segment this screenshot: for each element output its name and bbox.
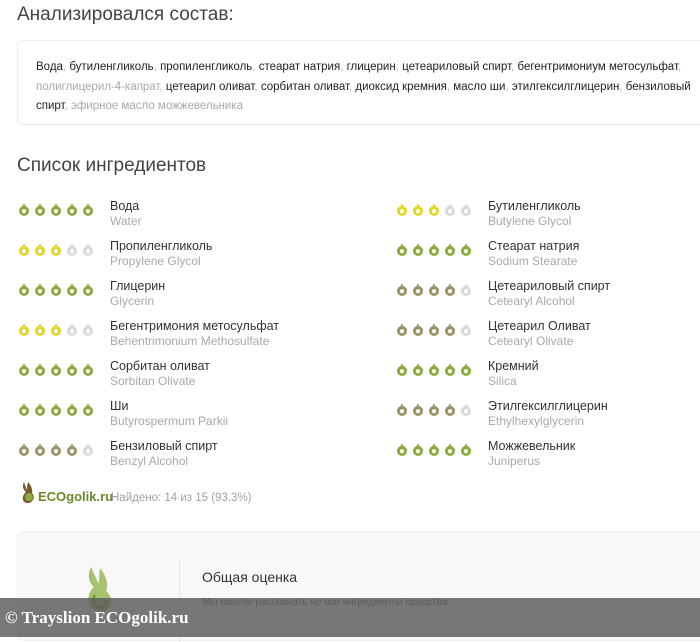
rabbit-logo-icon — [18, 480, 40, 504]
ingredient-latin: Ethylhexylglycerin — [488, 414, 585, 428]
drop-icon — [395, 442, 409, 457]
drop-icon — [427, 362, 441, 377]
ingredient-name[interactable]: Вода — [110, 199, 140, 213]
composition-item: бензиловый спирт — [36, 80, 691, 112]
drop-icon — [459, 322, 473, 337]
composition-item: полиглицерил-4-капрат — [36, 80, 160, 93]
found-count: Найдено: 14 из 15 (93.3%) — [111, 492, 252, 504]
ingredient-latin: Cetearyl Alcohol — [488, 294, 575, 308]
ingredient-latin: Benzyl Alcohol — [110, 454, 189, 468]
ingredient-item[interactable] — [17, 279, 317, 313]
ingredient-name[interactable]: Сорбитан оливат — [110, 359, 210, 373]
ingredient-item[interactable] — [395, 439, 695, 473]
drop-icon — [33, 442, 47, 457]
ingredient-item[interactable] — [17, 239, 317, 273]
drop-icon — [17, 202, 31, 217]
composition-item: Вода — [36, 61, 63, 73]
drop-icon — [17, 242, 31, 257]
ingredient-latin: Silica — [488, 374, 517, 388]
rating-drops — [17, 402, 95, 417]
rating-drops — [17, 442, 95, 457]
composition-item: стеарат натрия — [258, 61, 341, 73]
rating-drops — [395, 322, 473, 337]
ingredient-latin: Butylene Glycol — [488, 214, 572, 228]
ingredient-name[interactable]: Пропиленгликоль — [110, 239, 213, 253]
ingredient-item[interactable] — [17, 399, 317, 433]
ingredient-name[interactable]: Этилгексилглицерин — [488, 399, 608, 413]
drop-icon — [395, 282, 409, 297]
rating-drops — [395, 442, 473, 457]
drop-icon — [33, 322, 47, 337]
drop-icon — [65, 322, 79, 337]
ingredient-latin: Sodium Stearate — [488, 254, 578, 268]
summary-title: Общая оценка — [202, 569, 298, 585]
drop-icon — [17, 322, 31, 337]
drop-icon — [411, 402, 425, 417]
ingredients-heading: Список ингредиентов — [17, 155, 207, 176]
rating-drops — [395, 402, 473, 417]
drop-icon — [411, 242, 425, 257]
ingredient-name[interactable]: Можжевельник — [488, 439, 576, 453]
composition-separator: , — [619, 80, 623, 93]
ingredient-name[interactable]: Цетеарил Оливат — [488, 319, 591, 333]
drop-icon — [49, 402, 63, 417]
ingredient-item[interactable] — [17, 439, 317, 473]
drop-icon — [411, 362, 425, 377]
rating-drops — [17, 242, 95, 257]
drop-icon — [17, 442, 31, 457]
drop-icon — [459, 442, 473, 457]
composition-separator: , — [677, 61, 682, 73]
ingredient-latin: Behentrimonium Methosulfate — [110, 334, 270, 348]
composition-separator: , — [254, 80, 258, 93]
drop-icon — [411, 282, 425, 297]
logo-text: ECOgolik.ru — [38, 489, 114, 504]
drop-icon — [427, 402, 441, 417]
rating-drops — [395, 282, 473, 297]
composition-separator: , — [340, 61, 344, 73]
drop-icon — [49, 442, 63, 457]
drop-icon — [459, 362, 473, 377]
ingredient-item[interactable] — [395, 359, 695, 393]
ingredient-latin: Butyrospermum Parkii — [110, 414, 229, 428]
composition-item: сорбитан оливат — [260, 80, 349, 93]
ingredient-item[interactable] — [395, 199, 695, 233]
composition-separator: , — [348, 80, 353, 93]
drop-icon — [17, 362, 31, 377]
ingredient-name[interactable]: Глицерин — [110, 279, 166, 293]
drop-icon — [81, 442, 95, 457]
composition-separator: , — [153, 61, 157, 73]
ingredient-item[interactable] — [17, 199, 317, 233]
drop-icon — [427, 322, 441, 337]
drop-icon — [443, 362, 457, 377]
watermark: © Trayslion ECOgolik.ru — [0, 598, 700, 637]
ingredient-item[interactable] — [395, 239, 695, 273]
ingredient-latin: Glycerin — [110, 294, 155, 308]
composition-item: масло ши — [453, 80, 506, 93]
drop-icon — [33, 282, 47, 297]
ingredient-item[interactable] — [17, 359, 317, 393]
ingredient-name[interactable]: Бутиленгликоль — [488, 199, 581, 213]
drop-icon — [33, 242, 47, 257]
drop-icon — [459, 402, 473, 417]
composition-item: цетеариловый спирт — [402, 61, 512, 73]
ingredient-name[interactable]: Кремний — [488, 359, 539, 373]
ingredient-name[interactable]: Стеарат натрия — [488, 239, 580, 253]
drop-icon — [427, 282, 441, 297]
analyzed-heading: Анализировался состав: — [17, 4, 234, 25]
drop-icon — [395, 402, 409, 417]
composition-separator: , — [159, 80, 163, 93]
rating-drops — [17, 202, 95, 217]
drop-icon — [459, 202, 473, 217]
drop-icon — [459, 242, 473, 257]
drop-icon — [49, 282, 63, 297]
ingredient-name[interactable]: Бегентримония метосульфат — [110, 319, 280, 333]
ingredient-item[interactable] — [395, 399, 695, 433]
drop-icon — [427, 242, 441, 257]
drop-icon — [33, 202, 47, 217]
drop-icon — [81, 362, 95, 377]
composition-item: эфирное масло можжевельника — [70, 100, 244, 112]
rating-drops — [395, 202, 473, 217]
drop-icon — [81, 402, 95, 417]
ingredient-latin: Sorbitan Olivate — [110, 374, 196, 388]
drop-icon — [411, 322, 425, 337]
rating-drops — [395, 242, 473, 257]
drop-icon — [49, 242, 63, 257]
drop-icon — [443, 442, 457, 457]
ingredient-name[interactable]: Цетеариловый спирт — [488, 279, 611, 293]
composition-item: диоксид кремния — [355, 80, 447, 93]
drop-icon — [81, 242, 95, 257]
drop-icon — [427, 202, 441, 217]
drop-icon — [395, 362, 409, 377]
drop-icon — [65, 242, 79, 257]
composition-separator: , — [446, 80, 451, 93]
composition-separator: , — [505, 80, 509, 93]
drop-icon — [65, 442, 79, 457]
drop-icon — [411, 202, 425, 217]
ingredient-name[interactable]: Бензиловый спирт — [110, 439, 218, 453]
drop-icon — [81, 202, 95, 217]
drop-icon — [411, 442, 425, 457]
composition-box — [17, 40, 700, 125]
drop-icon — [81, 282, 95, 297]
composition-item: цетеарил оливат — [165, 80, 255, 93]
ingredient-item[interactable] — [395, 279, 695, 313]
composition-separator: , — [511, 61, 515, 73]
ingredient-item[interactable] — [395, 319, 695, 353]
composition-item: бутиленгликоль — [69, 61, 154, 73]
drop-icon — [49, 322, 63, 337]
drop-icon — [65, 362, 79, 377]
composition-item: этилгексилглицерин — [511, 80, 620, 93]
drop-icon — [81, 322, 95, 337]
drop-icon — [17, 402, 31, 417]
ingredient-latin: Cetearyl Olivate — [488, 334, 574, 348]
rating-drops — [395, 362, 473, 377]
ingredient-latin: Water — [110, 214, 142, 228]
drop-icon — [65, 282, 79, 297]
composition-item: пропиленгликоль — [160, 61, 253, 73]
ingredient-latin: Juniperus — [488, 454, 541, 468]
rating-drops — [17, 362, 95, 377]
composition-item: глицерин — [346, 61, 396, 73]
drop-icon — [17, 282, 31, 297]
drop-icon — [443, 242, 457, 257]
drop-icon — [443, 402, 457, 417]
ecogolik-logo[interactable] — [18, 480, 113, 504]
drop-icon — [443, 202, 457, 217]
drop-icon — [49, 362, 63, 377]
drop-icon — [65, 202, 79, 217]
drop-icon — [49, 202, 63, 217]
drop-icon — [65, 402, 79, 417]
ingredient-latin: Propylene Glycol — [110, 254, 201, 268]
ingredient-item[interactable] — [17, 319, 317, 353]
ingredient-name[interactable]: Ши — [110, 399, 129, 413]
composition-separator: , — [395, 61, 399, 73]
drop-icon — [459, 282, 473, 297]
composition-separator: , — [64, 100, 68, 112]
composition-separator: , — [62, 61, 67, 73]
rating-drops — [17, 322, 95, 337]
drop-icon — [33, 362, 47, 377]
drop-icon — [427, 442, 441, 457]
composition-separator: , — [252, 61, 256, 73]
rating-drops — [17, 282, 95, 297]
drop-icon — [395, 322, 409, 337]
drop-icon — [33, 402, 47, 417]
composition-item: бегентримониум метосульфат — [517, 61, 678, 73]
drop-icon — [443, 282, 457, 297]
drop-icon — [395, 202, 409, 217]
drop-icon — [395, 242, 409, 257]
drop-icon — [443, 322, 457, 337]
